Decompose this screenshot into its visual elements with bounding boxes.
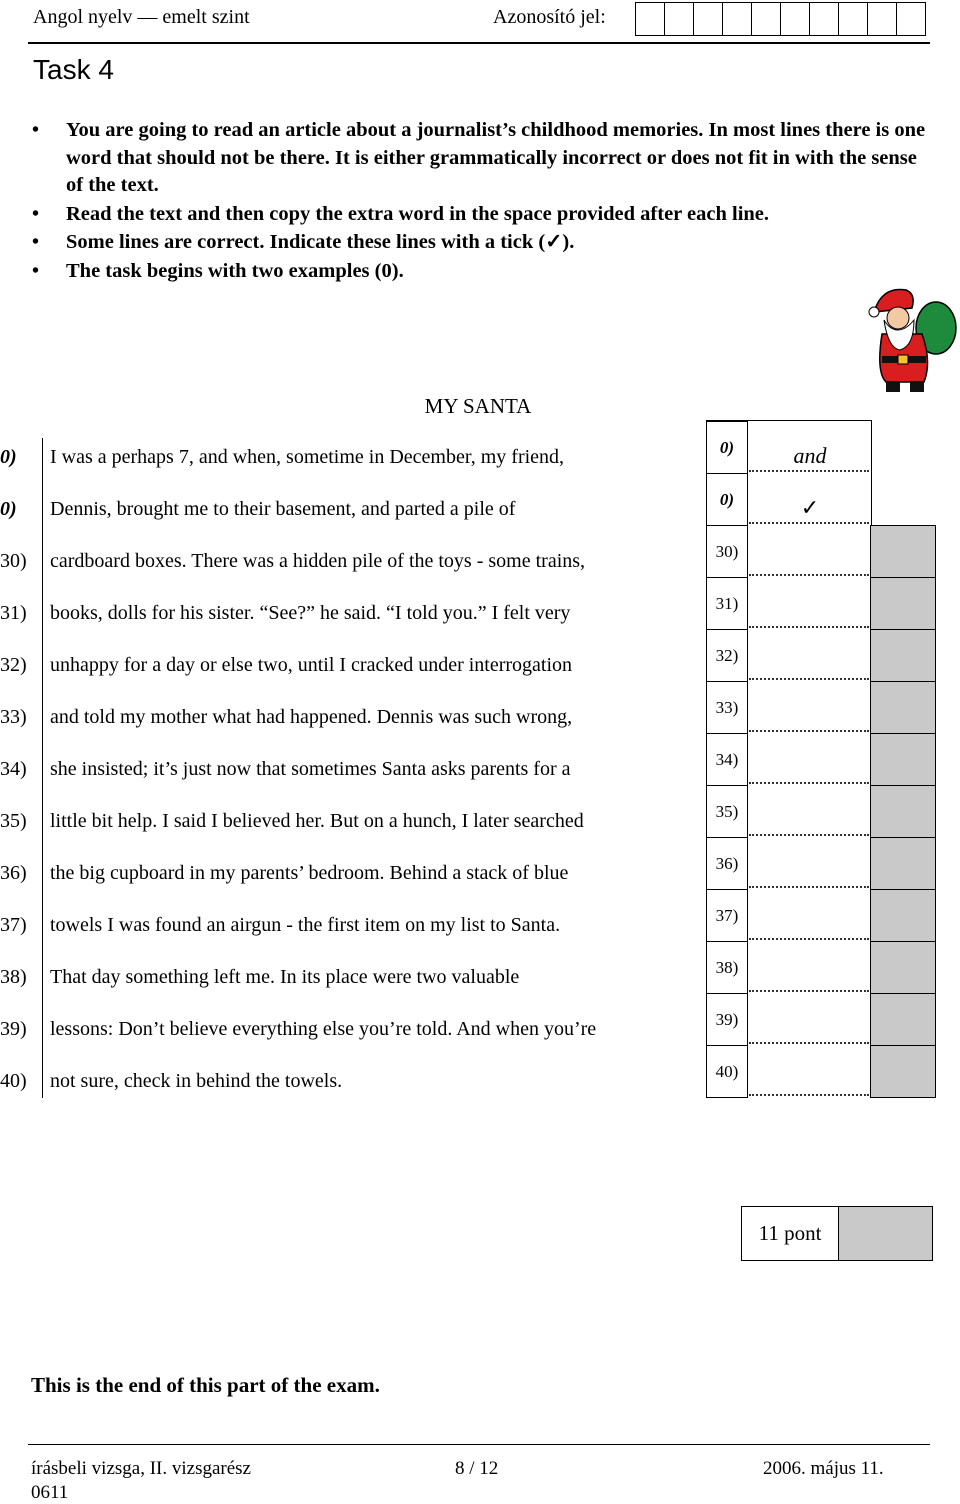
line-text: not sure, check in behind the towels. — [50, 1070, 343, 1092]
answer-field[interactable] — [749, 626, 869, 628]
answer-field[interactable] — [749, 1042, 869, 1044]
answer-value: and — [793, 443, 827, 468]
line-number: 36) — [0, 862, 27, 884]
answer-number: 0) — [706, 473, 748, 526]
id-box[interactable] — [809, 2, 839, 36]
line-number-divider — [42, 438, 43, 1098]
end-note: This is the end of this part of the exam. — [31, 1373, 380, 1397]
answer-field[interactable] — [749, 1094, 869, 1096]
footer-rule — [28, 1444, 930, 1445]
id-box[interactable] — [664, 2, 694, 36]
line-text: I was a perhaps 7, and when, sometime in December, my friend, — [50, 446, 565, 468]
id-box[interactable] — [838, 2, 868, 36]
grader-cell — [870, 993, 936, 1046]
answer-field[interactable] — [749, 990, 869, 992]
header-id-label: Azonosító jel: — [493, 6, 606, 28]
answer-field[interactable] — [749, 730, 869, 732]
answer-field[interactable] — [749, 782, 869, 784]
line-number: 31) — [0, 602, 27, 624]
line-number: 30) — [0, 550, 27, 572]
grader-cell — [870, 785, 936, 838]
id-box[interactable] — [896, 2, 926, 36]
footer-page-number: 8 / 12 — [455, 1458, 499, 1479]
answer-number: 37) — [706, 889, 748, 942]
line-number: 0) — [0, 498, 17, 520]
id-box[interactable] — [693, 2, 723, 36]
id-box[interactable] — [780, 2, 810, 36]
line-text: lessons: Don’t believe everything else you’re told. And when you’re — [50, 1018, 597, 1040]
story-title: MY SANTA — [424, 394, 532, 418]
answer-number: 40) — [706, 1045, 748, 1098]
answer-number: 31) — [706, 577, 748, 630]
grader-cell — [870, 733, 936, 786]
id-code-boxes — [636, 2, 926, 36]
grader-cell — [870, 577, 936, 630]
line-number: 33) — [0, 706, 27, 728]
answer-field[interactable] — [749, 574, 869, 576]
santa-boot-right — [910, 382, 924, 392]
answer-number: 33) — [706, 681, 748, 734]
instruction-item: • The task begins with two examples (0). — [30, 258, 930, 286]
answer-number: 32) — [706, 629, 748, 682]
line-text: little bit help. I said I believed her. But on a hunch, I later searched — [50, 810, 584, 832]
id-box[interactable] — [722, 2, 752, 36]
line-number: 34) — [0, 758, 27, 780]
header-subject: Angol nyelv — emelt szint — [33, 6, 250, 28]
answer-field[interactable] — [749, 522, 869, 524]
line-text: the big cupboard in my parents’ bedroom. Behind a stack of blue — [50, 862, 569, 884]
footer-date: 2006. május 11. — [763, 1458, 884, 1479]
answer-field[interactable] — [749, 886, 869, 888]
grader-cell — [870, 681, 936, 734]
instruction-item: • Read the text and then copy the extra word in the space provided after each line. — [30, 201, 930, 229]
footer-code: 0611 — [31, 1482, 69, 1503]
line-number: 35) — [0, 810, 27, 832]
id-box[interactable] — [635, 2, 665, 36]
id-box[interactable] — [867, 2, 897, 36]
header-rule — [28, 42, 930, 44]
line-text: cardboard boxes. There was a hidden pile of the toys - some trains, — [50, 550, 586, 572]
answer-number: 39) — [706, 993, 748, 1046]
line-text: and told my mother what had happened. Dennis was such wrong, — [50, 706, 573, 728]
answer-field[interactable] — [749, 938, 869, 940]
answer-number: 36) — [706, 837, 748, 890]
answer-field[interactable] — [749, 678, 869, 680]
grader-cell — [870, 837, 936, 890]
task-title: Task 4 — [33, 54, 114, 85]
line-text: That day something left me. In its place were two valuable — [50, 966, 520, 988]
answer-number: 30) — [706, 525, 748, 578]
line-number: 32) — [0, 654, 27, 676]
line-text: towels I was found an airgun - the first item on my list to Santa. — [50, 914, 561, 936]
santa-illustration — [862, 282, 958, 396]
score-box — [741, 1206, 933, 1261]
santa-boot-left — [886, 382, 900, 392]
answer-number: 38) — [706, 941, 748, 994]
answer-number: 0) — [706, 421, 748, 474]
answer-number: 34) — [706, 733, 748, 786]
line-text: she insisted; it’s just now that sometimes Santa asks parents for a — [50, 758, 571, 780]
line-text: books, dolls for his sister. “See?” he said. “I told you.” I felt very — [50, 602, 571, 624]
line-text: unhappy for a day or else two, until I cracked under interrogation — [50, 654, 573, 676]
line-number: 37) — [0, 914, 27, 936]
santa-hat-pom — [869, 307, 879, 317]
line-number: 0) — [0, 446, 17, 468]
answer-field[interactable] — [749, 834, 869, 836]
grader-cell — [870, 889, 936, 942]
santa-buckle — [898, 355, 908, 364]
grader-cell — [870, 525, 936, 578]
line-number: 39) — [0, 1018, 27, 1040]
id-box[interactable] — [751, 2, 781, 36]
instruction-item: • You are going to read an article about a journalist’s childhood memories. In most lines there is one word that should not be there. It is either grammatically incorrect or does not fit in with the sense of the text. — [30, 117, 930, 200]
santa-face — [887, 307, 909, 329]
grader-cell — [870, 941, 936, 994]
instruction-item: • Some lines are correct. Indicate these lines with a tick (✓). — [30, 229, 930, 257]
answer-value: ✓ — [800, 495, 820, 520]
line-text: Dennis, brought me to their basement, and parted a pile of — [50, 498, 516, 520]
line-number: 38) — [0, 966, 27, 988]
line-number: 40) — [0, 1070, 27, 1092]
grader-cell — [870, 1045, 936, 1098]
grader-cell — [870, 629, 936, 682]
score-field[interactable] — [839, 1207, 932, 1260]
score-label: 11 pont — [742, 1207, 839, 1260]
answer-number: 35) — [706, 785, 748, 838]
answer-field[interactable] — [749, 470, 869, 472]
footer-exam-part: írásbeli vizsga, II. vizsgarész — [31, 1458, 251, 1479]
instructions-list — [30, 117, 930, 286]
